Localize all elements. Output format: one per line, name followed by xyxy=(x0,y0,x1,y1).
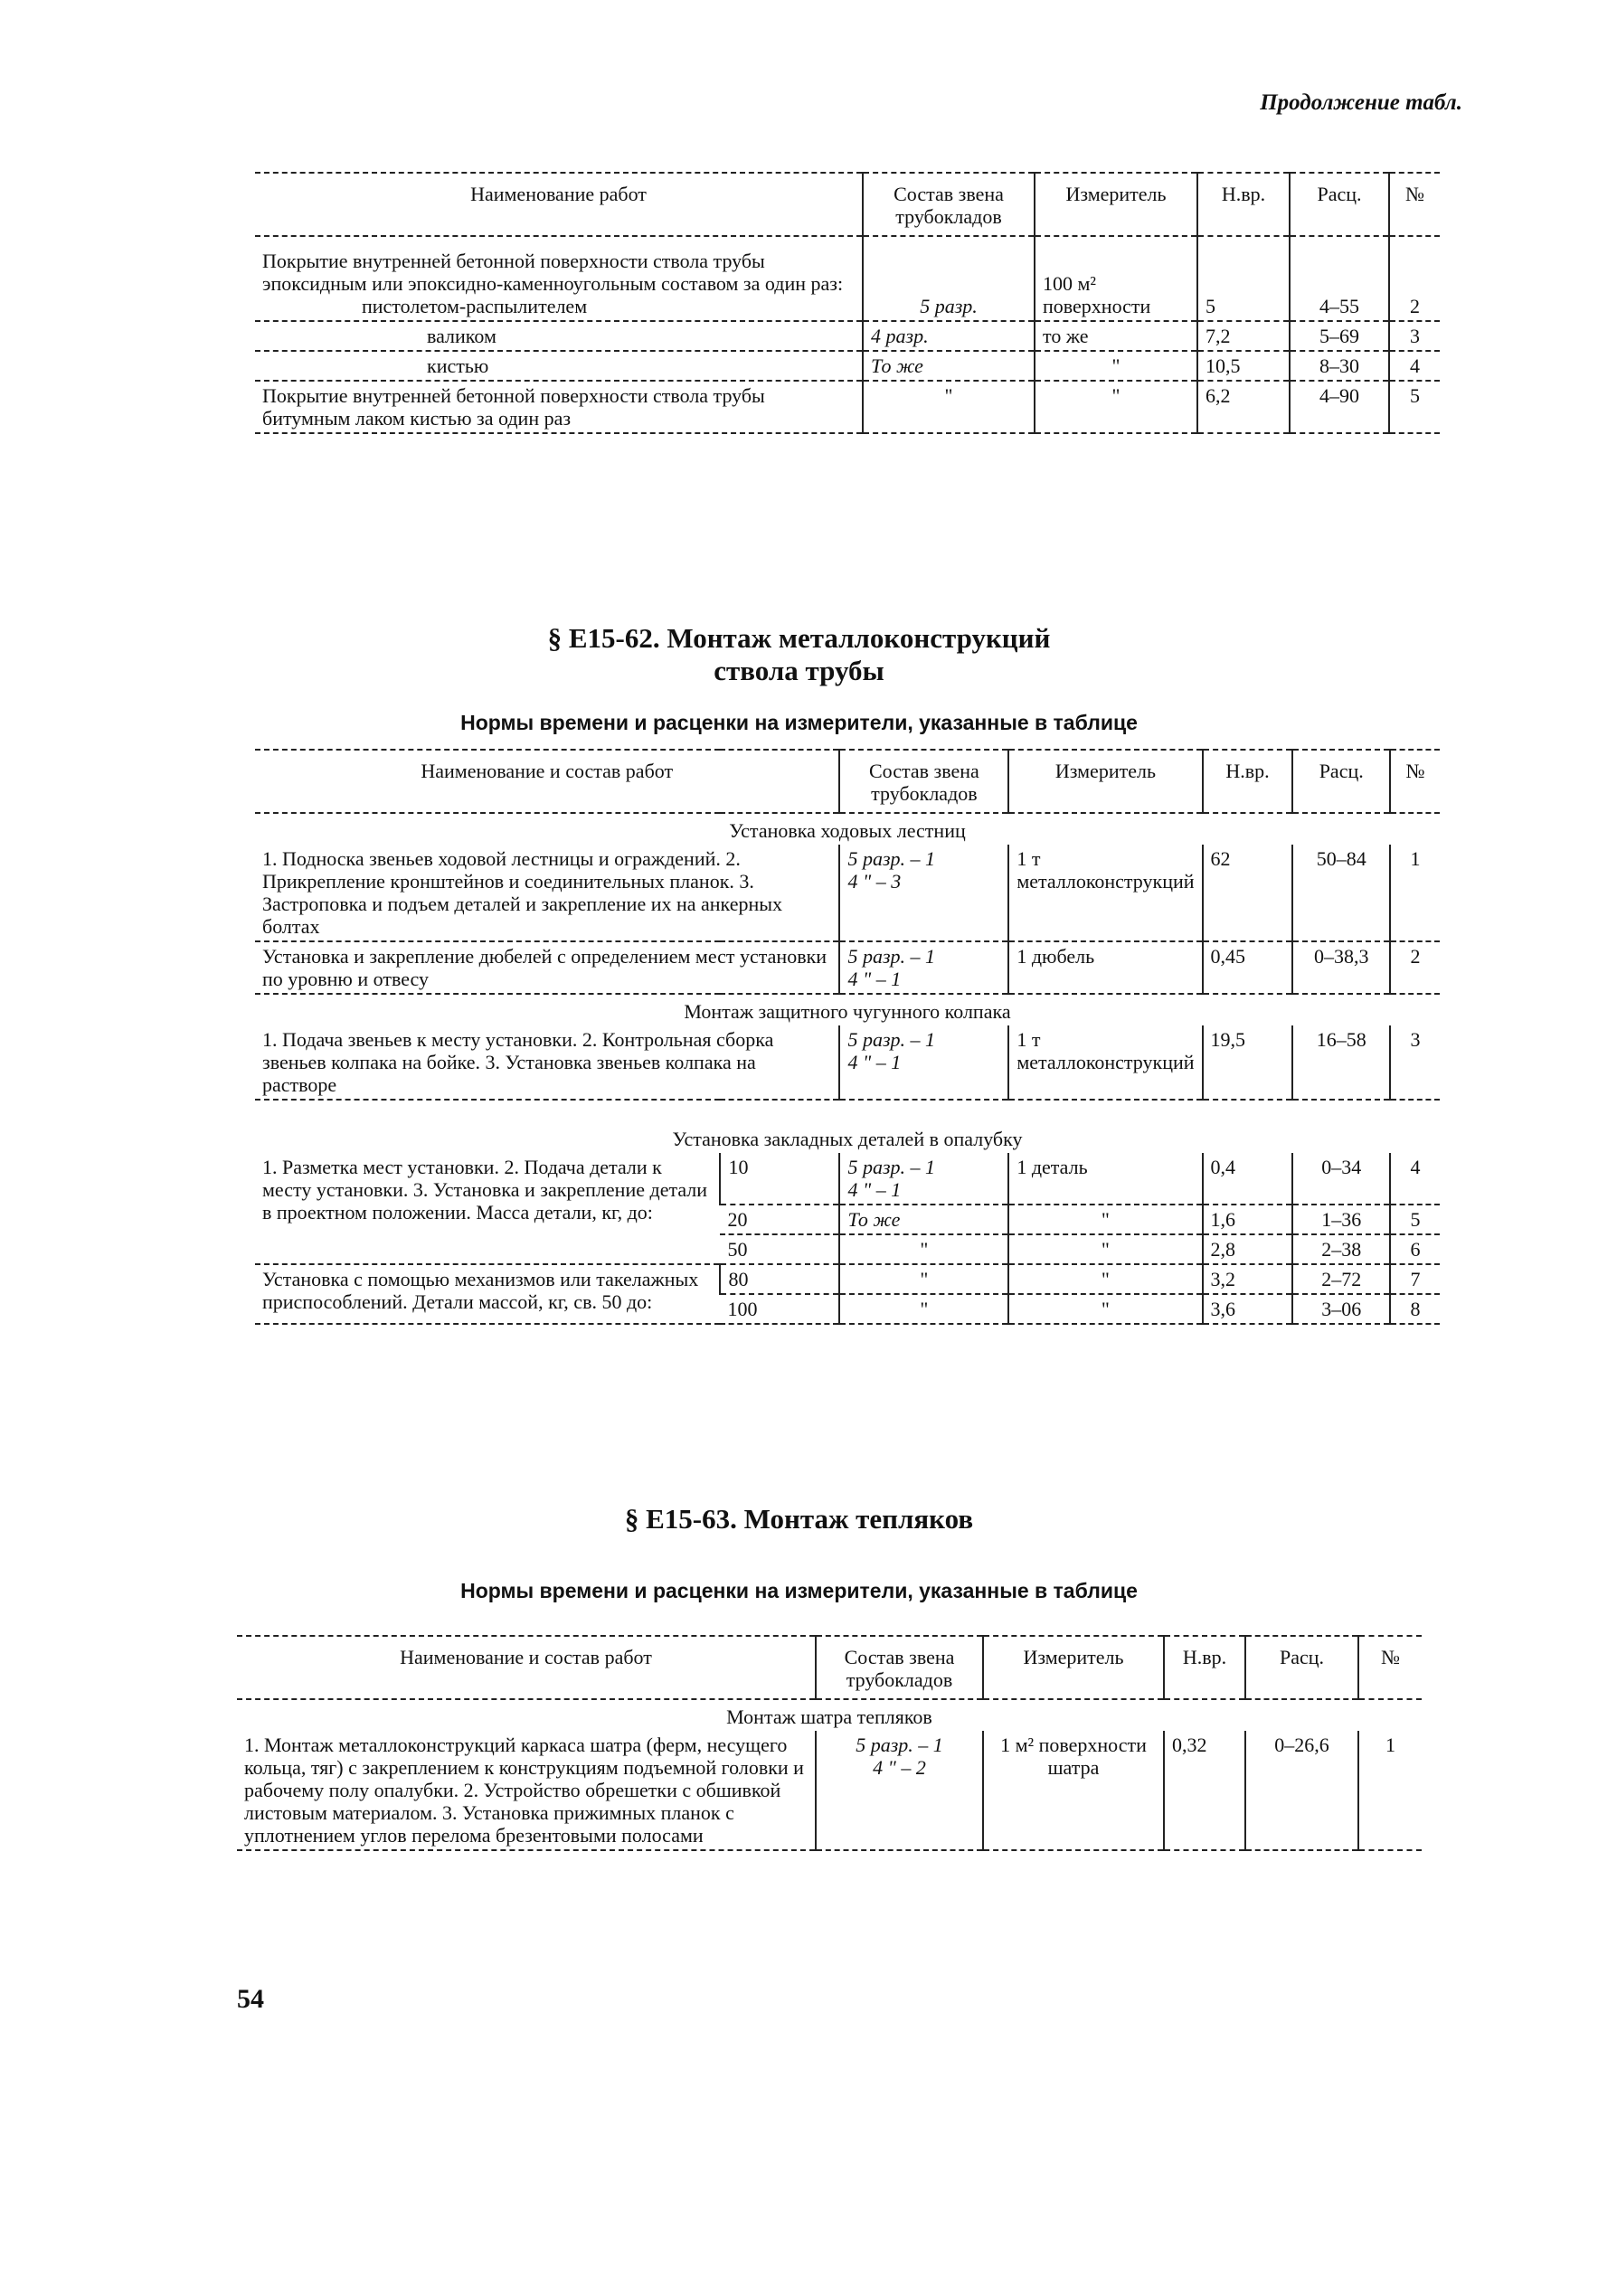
section-62-title-line2: ствола трубы xyxy=(714,655,884,686)
row-rate: 5–69 xyxy=(1290,321,1389,351)
row-crew: " xyxy=(839,1264,1008,1294)
table-shelters xyxy=(237,1635,1422,1851)
page-number: 54 xyxy=(237,1984,264,2014)
row-norm: 10,5 xyxy=(1197,351,1290,381)
row-crew: 5 разр. – 1 4 " – 1 xyxy=(839,1025,1008,1100)
row-unit: " xyxy=(1008,1205,1202,1234)
row-crew: То же xyxy=(863,351,1035,381)
row-crew: " xyxy=(863,381,1035,433)
row-norm: 0,45 xyxy=(1203,941,1293,994)
row-norm: 0,4 xyxy=(1203,1153,1293,1205)
row-name: Покрытие внутренней бетонной поверхности ствола трубы эпоксидным или эпоксидно-каменноугольным составом за один раз: xyxy=(262,250,844,295)
col-header-crew: Состав звена трубокладов xyxy=(863,173,1035,236)
col-header-crew: Состав звена трубокладов xyxy=(839,750,1008,813)
row-crew: 5 разр. – 1 4 " – 3 xyxy=(839,845,1008,941)
row-unit: " xyxy=(1008,1294,1202,1324)
row-rate: 3–06 xyxy=(1292,1294,1390,1324)
row-crew: То же xyxy=(839,1205,1008,1234)
row-rate: 2–72 xyxy=(1292,1264,1390,1294)
row-name: Покрытие внутренней бетонной поверхности ствола трубы битумным лаком кистью за один раз xyxy=(255,381,863,433)
table-row xyxy=(255,321,1440,351)
row-name: валиком xyxy=(255,321,863,351)
row-crew: 5 разр. xyxy=(863,236,1035,321)
group-heading-cap: Монтаж защитного чугунного колпака xyxy=(255,994,1440,1025)
row-name: Установка с помощью механизмов или такелажных приспособлений. Детали массой, кг, св. 50 до: xyxy=(255,1264,720,1324)
row-num: 6 xyxy=(1390,1234,1440,1264)
row-norm: 3,6 xyxy=(1203,1294,1293,1324)
row-unit: " xyxy=(1035,381,1197,433)
col-header-num: № xyxy=(1390,750,1440,813)
row-num: 3 xyxy=(1390,1025,1440,1100)
row-unit: 1 т металлоконструкций xyxy=(1008,845,1202,941)
row-norm: 19,5 xyxy=(1203,1025,1293,1100)
row-norm: 62 xyxy=(1203,845,1293,941)
col-header-unit: Измеритель xyxy=(983,1636,1164,1699)
row-name: 1. Монтаж металлоконструкций каркаса шатра (ферм, несущего кольца, тяг) с закреплением к конструкциям подъемной головки и рабочему полу опалубки. 2. Устройство обрешетки с обшивкой листовым материалом. 3. Установка прижимных планок с уплотнением углов перелома брезентовыми полосами xyxy=(244,1734,804,1847)
row-unit: 1 м² поверхности шатра xyxy=(983,1731,1164,1850)
col-header-name: Наименование работ xyxy=(255,173,863,236)
col-header-norm: Н.вр. xyxy=(1197,173,1290,236)
section-62-title-line1: § Е15-62. Монтаж металлоконструкций xyxy=(547,622,1051,654)
row-mass: 100 xyxy=(720,1294,839,1324)
group-heading-ladders: Установка ходовых лестниц xyxy=(729,819,966,842)
row-num: 2 xyxy=(1389,236,1440,321)
table-row xyxy=(255,941,1440,994)
row-crew: " xyxy=(839,1294,1008,1324)
col-header-num: № xyxy=(1358,1636,1422,1699)
row-subname: пистолетом-распылителем xyxy=(362,295,588,317)
row-norm: 3,2 xyxy=(1203,1264,1293,1294)
section-62-title xyxy=(0,622,1598,687)
group-heading-embedded: Установка закладных деталей в опалубку xyxy=(255,1100,1440,1153)
section-63-subtitle: Нормы времени и расценки на измерители, указанные в таблице xyxy=(460,1579,1138,1602)
row-num: 1 xyxy=(1390,845,1440,941)
continuation-label: Продолжение табл. xyxy=(1260,90,1462,115)
table-row xyxy=(255,1264,1440,1294)
group-heading-shelter-tent: Монтаж шатра тепляков xyxy=(726,1705,932,1728)
row-unit: " xyxy=(1008,1264,1202,1294)
row-rate: 2–38 xyxy=(1292,1234,1390,1264)
row-rate: 16–58 xyxy=(1292,1025,1390,1100)
row-rate: 8–30 xyxy=(1290,351,1389,381)
col-header-rate: Расц. xyxy=(1292,750,1390,813)
row-num: 1 xyxy=(1358,1731,1422,1850)
row-mass: 10 xyxy=(720,1153,839,1205)
row-mass: 80 xyxy=(720,1264,839,1294)
table-coatings xyxy=(255,172,1440,434)
row-unit: 1 дюбель xyxy=(1008,941,1202,994)
row-name: 1. Подача звеньев к месту установки. 2. Контрольная сборка звеньев колпака на бойке. 3. Установка звеньев колпака на растворе xyxy=(262,1028,774,1096)
row-mass: 20 xyxy=(720,1205,839,1234)
col-header-rate: Расц. xyxy=(1245,1636,1358,1699)
row-num: 3 xyxy=(1389,321,1440,351)
table-row xyxy=(255,1153,1440,1205)
row-unit: 100 м² поверхности xyxy=(1035,236,1197,321)
col-header-norm: Н.вр. xyxy=(1203,750,1293,813)
row-norm: 5 xyxy=(1197,236,1290,321)
row-rate: 1–36 xyxy=(1292,1205,1390,1234)
table-row xyxy=(255,381,1440,433)
row-unit: " xyxy=(1008,1234,1202,1264)
table-row xyxy=(255,351,1440,381)
row-mass: 50 xyxy=(720,1234,839,1264)
row-num: 4 xyxy=(1390,1153,1440,1205)
row-num: 8 xyxy=(1390,1294,1440,1324)
table-row xyxy=(237,1731,1422,1850)
row-norm: 6,2 xyxy=(1197,381,1290,433)
col-header-unit: Измеритель xyxy=(1035,173,1197,236)
row-num: 5 xyxy=(1389,381,1440,433)
col-header-name: Наименование и состав работ xyxy=(237,1636,816,1699)
col-header-num: № xyxy=(1389,173,1440,236)
col-header-unit: Измеритель xyxy=(1008,750,1202,813)
row-rate: 4–90 xyxy=(1290,381,1389,433)
table-row xyxy=(255,845,1440,941)
col-header-name: Наименование и состав работ xyxy=(255,750,839,813)
row-num: 4 xyxy=(1389,351,1440,381)
section-62-subtitle: Нормы времени и расценки на измерители, указанные в таблице xyxy=(460,711,1138,734)
section-63-title: § Е15-63. Монтаж тепляков xyxy=(624,1503,974,1535)
row-num: 7 xyxy=(1390,1264,1440,1294)
row-norm: 7,2 xyxy=(1197,321,1290,351)
row-num: 2 xyxy=(1390,941,1440,994)
row-crew: 5 разр. – 1 4 " – 2 xyxy=(816,1731,983,1850)
row-norm: 0,32 xyxy=(1164,1731,1245,1850)
row-crew: 5 разр. – 1 4 " – 1 xyxy=(839,941,1008,994)
row-unit: то же xyxy=(1035,321,1197,351)
row-crew: " xyxy=(839,1234,1008,1264)
table-row xyxy=(255,236,1440,321)
row-unit: " xyxy=(1035,351,1197,381)
col-header-crew: Состав звена трубокладов xyxy=(816,1636,983,1699)
row-crew: 5 разр. – 1 4 " – 1 xyxy=(839,1153,1008,1205)
row-num: 5 xyxy=(1390,1205,1440,1234)
row-rate: 0–26,6 xyxy=(1245,1731,1358,1850)
row-norm: 2,8 xyxy=(1203,1234,1293,1264)
row-rate: 50–84 xyxy=(1292,845,1390,941)
row-name: 1. Подноска звеньев ходовой лестницы и ограждений. 2. Прикрепление кронштейнов и соединительных планок. 3. Застроповка и подъем деталей и закрепление их на анкерных болтах xyxy=(262,847,783,938)
row-rate: 0–38,3 xyxy=(1292,941,1390,994)
row-rate: 0–34 xyxy=(1292,1153,1390,1205)
row-norm: 1,6 xyxy=(1203,1205,1293,1234)
row-name: Установка и закрепление дюбелей с определением мест установки по уровню и отвесу xyxy=(255,941,839,994)
row-crew: 4 разр. xyxy=(863,321,1035,351)
col-header-rate: Расц. xyxy=(1290,173,1389,236)
row-unit: 1 деталь xyxy=(1008,1153,1202,1205)
table-row xyxy=(255,1025,1440,1100)
row-unit: 1 т металлоконструкций xyxy=(1008,1025,1202,1100)
table-metal-structures xyxy=(255,749,1440,1325)
row-rate: 4–55 xyxy=(1290,236,1389,321)
row-name: 1. Разметка мест установки. 2. Подача детали к месту установки. 3. Установка и закрепление детали в проектном положении. Масса детали, кг, до: xyxy=(262,1156,708,1224)
row-name: кистью xyxy=(255,351,863,381)
col-header-norm: Н.вр. xyxy=(1164,1636,1245,1699)
